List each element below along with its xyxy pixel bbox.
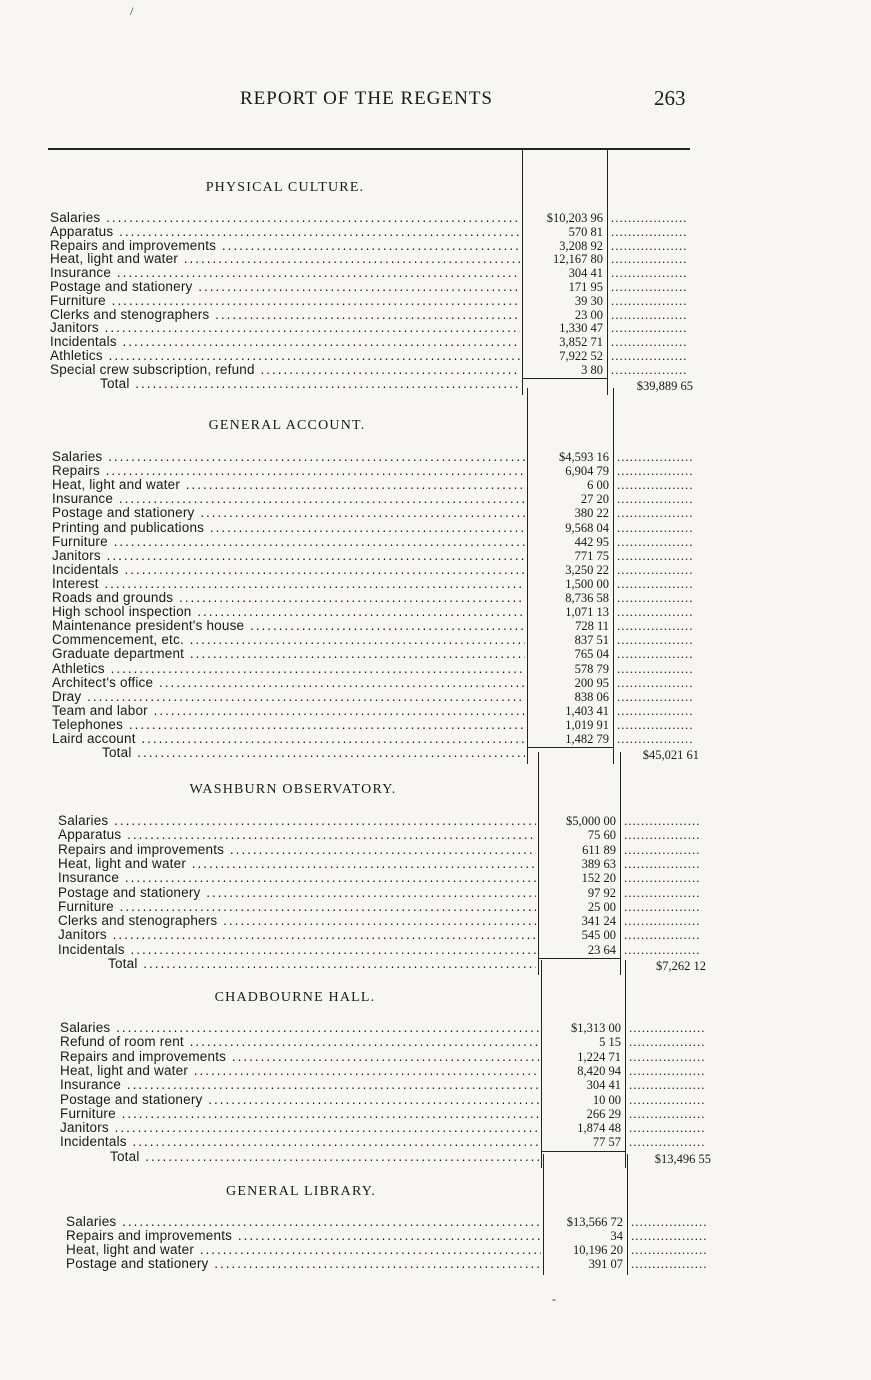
total-column-leader bbox=[631, 1243, 707, 1257]
item-amount: 7,922 52 bbox=[559, 349, 603, 363]
total-column-leader bbox=[617, 605, 693, 619]
running-head: REPORT OF THE REGENTS bbox=[240, 88, 493, 109]
section-title: CHADBOURNE HALL. bbox=[214, 990, 376, 1005]
item-label: Salaries ..... bbox=[60, 1021, 539, 1035]
item-amount: 1,019 91 bbox=[565, 717, 609, 732]
item-label: Dray ..... bbox=[52, 690, 525, 704]
item-label: Repairs and improvements ..... bbox=[66, 1229, 541, 1243]
total-column-leader bbox=[611, 211, 687, 225]
total-column-leader bbox=[617, 662, 693, 676]
total-column-leader bbox=[617, 718, 693, 732]
item-label: Furniture ..... bbox=[60, 1107, 539, 1121]
total-column-leader bbox=[624, 943, 700, 957]
total-column-leader bbox=[617, 633, 693, 647]
item-amount: 75 60 bbox=[587, 828, 616, 843]
item-amount: 23 00 bbox=[574, 307, 603, 322]
item-label: Postage and stationery ..... bbox=[50, 280, 520, 294]
total-column-leader bbox=[629, 1093, 705, 1107]
item-amount: 34 bbox=[610, 1229, 623, 1243]
item-label: Graduate department ..... bbox=[52, 647, 525, 661]
item-amount: 1,874 48 bbox=[577, 1121, 621, 1136]
total-column-leader bbox=[617, 577, 693, 591]
subtotal-rule bbox=[522, 378, 607, 379]
section-title: GENERAL LIBRARY. bbox=[226, 1184, 376, 1199]
item-amount: 77 57 bbox=[592, 1135, 621, 1150]
item-amount: $5,000 00 bbox=[566, 814, 616, 828]
section-total: $7,262 12 bbox=[656, 959, 706, 973]
amount-column-rule bbox=[538, 752, 539, 975]
item-label: Maintenance president's house ..... bbox=[52, 619, 525, 633]
total-column-leader bbox=[611, 308, 687, 322]
item-label: Heat, light and water ..... bbox=[52, 478, 525, 492]
item-amount: 611 89 bbox=[582, 842, 616, 857]
scan-mark: / bbox=[130, 4, 134, 18]
item-amount: 8,420 94 bbox=[577, 1063, 621, 1078]
total-column-leader bbox=[617, 619, 693, 633]
item-label: Athletics ..... bbox=[52, 662, 525, 676]
item-amount: 1,500 00 bbox=[565, 576, 609, 591]
item-amount: 6 00 bbox=[587, 478, 609, 493]
section-title: PHYSICAL CULTURE. bbox=[205, 180, 365, 195]
item-label: Salaries ..... bbox=[52, 450, 525, 464]
total-column-leader bbox=[617, 464, 693, 478]
total-column-leader bbox=[611, 294, 687, 308]
total-column-leader bbox=[629, 1021, 705, 1035]
item-label: Printing and publications ..... bbox=[52, 521, 525, 535]
item-label: Postage and stationery ..... bbox=[60, 1093, 539, 1107]
item-amount: 771 75 bbox=[574, 548, 609, 563]
item-label: Heat, light and water ..... bbox=[58, 857, 536, 871]
item-label: Telephones ..... bbox=[52, 718, 525, 732]
item-label: Commencement, etc. ..... bbox=[52, 633, 525, 647]
item-label: Incidentals ..... bbox=[50, 335, 520, 349]
item-label: Special crew subscription, refund ..... bbox=[50, 363, 520, 377]
item-amount: 200 95 bbox=[574, 675, 609, 690]
item-amount: 3,852 71 bbox=[559, 335, 603, 350]
subtotal-rule bbox=[527, 747, 613, 748]
subtotal-rule bbox=[538, 958, 620, 959]
item-label: Apparatus ..... bbox=[50, 225, 520, 239]
item-label: Laird account ..... bbox=[52, 732, 525, 746]
total-column-leader bbox=[617, 535, 693, 549]
total-column-leader bbox=[631, 1229, 707, 1243]
total-column-leader bbox=[617, 521, 693, 535]
item-amount: 545 00 bbox=[581, 928, 616, 943]
item-amount: 389 63 bbox=[581, 856, 616, 871]
total-column-leader bbox=[611, 280, 687, 294]
total-column-rule bbox=[627, 1154, 628, 1275]
total-column-leader bbox=[624, 886, 700, 900]
item-label: Furniture ..... bbox=[50, 294, 520, 308]
total-column-leader bbox=[624, 928, 700, 942]
item-amount: 39 30 bbox=[574, 293, 603, 308]
total-column-leader bbox=[617, 704, 693, 718]
item-amount: $4,593 16 bbox=[559, 450, 609, 464]
item-label: Janitors ..... bbox=[60, 1121, 539, 1135]
item-label: Salaries ..... bbox=[50, 211, 520, 225]
total-column-leader bbox=[624, 843, 700, 857]
total-column-leader bbox=[624, 914, 700, 928]
item-amount: 23 64 bbox=[587, 942, 616, 957]
total-column-leader bbox=[631, 1215, 707, 1229]
item-label: Postage and stationery ..... bbox=[58, 886, 536, 900]
item-label: Janitors ..... bbox=[52, 549, 525, 563]
item-amount: 578 79 bbox=[574, 661, 609, 676]
item-label: Repairs and improvements ..... bbox=[50, 239, 520, 253]
item-amount: 1,071 13 bbox=[565, 605, 609, 620]
total-column-rule bbox=[613, 388, 614, 764]
section-total: $39,889 65 bbox=[636, 378, 693, 393]
total-column-leader bbox=[629, 1035, 705, 1049]
total-column-leader bbox=[617, 647, 693, 661]
item-amount: 728 11 bbox=[575, 619, 609, 634]
item-amount: 1,224 71 bbox=[577, 1049, 621, 1064]
total-column-leader bbox=[629, 1135, 705, 1149]
total-column-leader bbox=[611, 252, 687, 266]
total-column-leader bbox=[629, 1107, 705, 1121]
item-label: Postage and stationery ..... bbox=[52, 506, 525, 520]
item-label: Postage and stationery ..... bbox=[66, 1257, 541, 1271]
item-amount: 341 24 bbox=[581, 914, 616, 929]
item-amount: $1,313 00 bbox=[571, 1021, 621, 1035]
total-column-leader bbox=[617, 690, 693, 704]
item-label: Janitors ..... bbox=[50, 321, 520, 335]
item-label: Insurance ..... bbox=[60, 1078, 539, 1092]
section-total: $13,496 55 bbox=[654, 1151, 711, 1166]
item-amount: 304 41 bbox=[586, 1078, 621, 1093]
item-label: Roads and grounds ..... bbox=[52, 591, 525, 605]
total-column-leader bbox=[629, 1121, 705, 1135]
total-label: Total ..... bbox=[50, 377, 520, 391]
section-title: GENERAL ACCOUNT. bbox=[208, 418, 366, 433]
total-column-leader bbox=[629, 1064, 705, 1078]
item-label: Repairs and improvements ..... bbox=[58, 843, 536, 857]
item-label: Incidentals ..... bbox=[58, 943, 536, 957]
total-column-leader bbox=[631, 1257, 707, 1271]
item-label: Insurance ..... bbox=[50, 266, 520, 280]
total-column-leader bbox=[611, 321, 687, 335]
total-column-leader bbox=[624, 828, 700, 842]
total-label: Total ..... bbox=[52, 746, 525, 760]
item-amount: 97 92 bbox=[587, 885, 616, 900]
item-label: Refund of room rent ..... bbox=[60, 1035, 539, 1049]
item-amount: 304 41 bbox=[568, 266, 603, 281]
item-label: Heat, light and water ..... bbox=[50, 252, 520, 266]
item-label: Team and labor ..... bbox=[52, 704, 525, 718]
item-amount: 391 07 bbox=[588, 1257, 623, 1271]
page-number: 263 bbox=[654, 86, 686, 110]
item-label: Athletics ..... bbox=[50, 349, 520, 363]
item-label: Repairs ..... bbox=[52, 464, 525, 478]
total-column-leader bbox=[611, 335, 687, 349]
item-amount: 3,250 22 bbox=[565, 562, 609, 577]
item-amount: 152 20 bbox=[581, 871, 616, 886]
total-column-leader bbox=[617, 591, 693, 605]
item-label: Repairs and improvements ..... bbox=[60, 1050, 539, 1064]
total-column-rule bbox=[607, 150, 608, 395]
total-column-leader bbox=[629, 1050, 705, 1064]
total-column-leader bbox=[617, 676, 693, 690]
total-column-leader bbox=[617, 478, 693, 492]
item-label: Heat, light and water ..... bbox=[60, 1064, 539, 1078]
item-amount: 6,904 79 bbox=[565, 464, 609, 479]
item-amount: 12,167 80 bbox=[553, 252, 603, 267]
item-label: Clerks and stenographers ..... bbox=[58, 914, 536, 928]
total-column-rule bbox=[620, 752, 621, 975]
item-amount: 171 95 bbox=[568, 280, 603, 294]
item-label: Furniture ..... bbox=[58, 900, 536, 914]
total-column-leader bbox=[611, 266, 687, 280]
item-label: Clerks and stenographers ..... bbox=[50, 308, 520, 322]
item-label: Insurance ..... bbox=[58, 871, 536, 885]
item-label: High school inspection ..... bbox=[52, 605, 525, 619]
total-column-leader bbox=[611, 225, 687, 239]
total-column-leader bbox=[611, 363, 687, 377]
item-label: Salaries ..... bbox=[66, 1215, 541, 1229]
total-column-leader bbox=[617, 563, 693, 577]
amount-column-rule bbox=[527, 388, 528, 764]
item-amount: $13,566 72 bbox=[566, 1215, 623, 1229]
item-amount: 1,482 79 bbox=[565, 732, 609, 746]
item-label: Insurance ..... bbox=[52, 492, 525, 506]
item-label: Janitors ..... bbox=[58, 928, 536, 942]
item-amount: 25 00 bbox=[587, 899, 616, 914]
item-amount: 442 95 bbox=[574, 534, 609, 549]
total-column-leader bbox=[624, 857, 700, 871]
item-amount: $10,203 96 bbox=[546, 211, 603, 225]
item-amount: 9,568 04 bbox=[565, 520, 609, 535]
item-amount: 570 81 bbox=[568, 224, 603, 239]
item-label: Apparatus ..... bbox=[58, 828, 536, 842]
item-amount: 10,196 20 bbox=[573, 1243, 623, 1257]
amount-column-rule bbox=[522, 150, 523, 395]
item-amount: 1,330 47 bbox=[559, 321, 603, 336]
item-amount: 3 80 bbox=[581, 362, 603, 377]
total-column-leader bbox=[624, 900, 700, 914]
item-amount: 5 15 bbox=[599, 1035, 621, 1050]
item-label: Incidentals ..... bbox=[52, 563, 525, 577]
subtotal-rule bbox=[541, 1151, 625, 1152]
item-amount: 27 20 bbox=[580, 492, 609, 507]
total-column-leader bbox=[617, 549, 693, 563]
total-column-leader bbox=[629, 1078, 705, 1092]
total-column-leader bbox=[617, 506, 693, 520]
section-total: $45,021 61 bbox=[642, 748, 699, 763]
amount-column-rule bbox=[543, 1154, 544, 1275]
total-column-rule bbox=[625, 960, 626, 1168]
item-label: Interest ..... bbox=[52, 577, 525, 591]
item-label: Heat, light and water ..... bbox=[66, 1243, 541, 1257]
total-column-leader bbox=[617, 492, 693, 506]
item-label: Furniture ..... bbox=[52, 535, 525, 549]
item-amount: 838 06 bbox=[574, 689, 609, 704]
scan-mark: - bbox=[552, 1292, 556, 1306]
total-column-leader bbox=[611, 239, 687, 253]
item-amount: 380 22 bbox=[574, 506, 609, 521]
item-amount: 765 04 bbox=[574, 647, 609, 662]
total-label: Total ..... bbox=[60, 1150, 539, 1164]
item-amount: 8,736 58 bbox=[565, 591, 609, 605]
item-amount: 837 51 bbox=[574, 633, 609, 648]
total-label: Total ..... bbox=[58, 957, 536, 971]
total-column-leader bbox=[611, 349, 687, 363]
total-column-leader bbox=[617, 450, 693, 464]
total-column-leader bbox=[624, 871, 700, 885]
item-amount: 3,208 92 bbox=[559, 238, 603, 253]
section-title: WASHBURN OBSERVATORY. bbox=[189, 782, 397, 797]
amount-column-rule bbox=[541, 960, 542, 1168]
item-label: Architect's office ..... bbox=[52, 676, 525, 690]
header-rule bbox=[48, 148, 690, 150]
item-label: Salaries ..... bbox=[58, 814, 536, 828]
item-label: Incidentals ..... bbox=[60, 1135, 539, 1149]
total-column-leader bbox=[624, 814, 700, 828]
item-amount: 266 29 bbox=[586, 1106, 621, 1121]
total-column-leader bbox=[617, 732, 693, 746]
item-amount: 10 00 bbox=[592, 1092, 621, 1107]
item-amount: 1,403 41 bbox=[565, 703, 609, 718]
